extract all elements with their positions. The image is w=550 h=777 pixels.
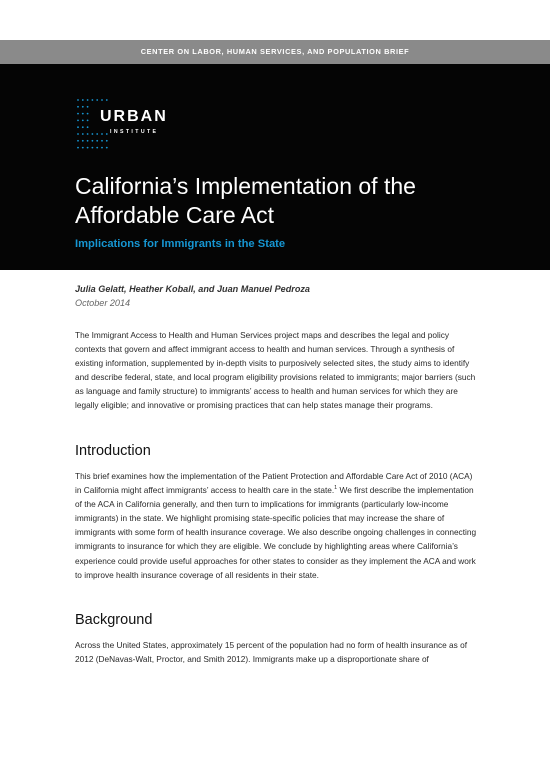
logo-dot-grid-icon <box>76 98 122 154</box>
title-banner <box>0 64 550 270</box>
authors: Julia Gelatt, Heather Koball, and Juan Manuel Pedroza <box>75 284 310 294</box>
introduction-heading: Introduction <box>75 443 151 459</box>
introduction-text-rest: We first describe the implementation of the ACA in California generally, and then turn to implications for immigrants (particularly low-income immigrants) in the state. We highlight promising state-specific policies that may increase the share of immigrants with some form of health insurance coverage. We also describe ongoing challenges in connecting immigrants to insurance for which they are eligible. We conclude by highlighting areas where California’s experience could provide useful approaches for other states to consider as they implement the ACA and work to improve health insurance coverage of all residents in their state. <box>75 485 477 580</box>
page-subtitle: Implications for Immigrants in the State <box>75 238 286 250</box>
logo-subtitle: INSTITUTE <box>110 129 159 135</box>
urban-institute-logo <box>76 98 196 160</box>
introduction-paragraph <box>75 469 477 582</box>
brief-series-band: CENTER ON LABOR, HUMAN SERVICES, AND POPULATION BRIEF <box>0 40 550 64</box>
abstract-paragraph: The Immigrant Access to Health and Human Services project maps and describes the legal and policy contexts that govern and affect immigrant access to health and human services. Through a synthesis of existing information, supplemented by in-depth visits to purposively selected sites, the study aims to identify and describe federal, state, and local program eligibility provisions related to immigrants; major barriers (such as language and family structure) to immigrants’ access to health and human services for which they are legally eligible; and innovative or promising practices that can help states manage their programs. <box>75 330 476 411</box>
background-heading: Background <box>75 612 153 628</box>
publication-date: October 2014 <box>75 298 131 308</box>
background-paragraph: Across the United States, approximately 15 percent of the population had no form of health insurance as of 2012 (DeNavas-Walt, Proctor, and Smith 2012). Immigrants make up a disproportionate share of <box>75 640 468 665</box>
footnote-ref-1[interactable]: 1 <box>334 485 338 492</box>
logo-wordmark: URBAN <box>100 108 168 125</box>
introduction-text-start: This brief examines how the implementation of the Patient Protection and Affordable Care Act of 2010 (ACA) in California might affect immigrants’ access to health care in the state. <box>75 471 473 496</box>
page-title: California’s Implementation of the Affordable Care Act <box>75 173 416 228</box>
